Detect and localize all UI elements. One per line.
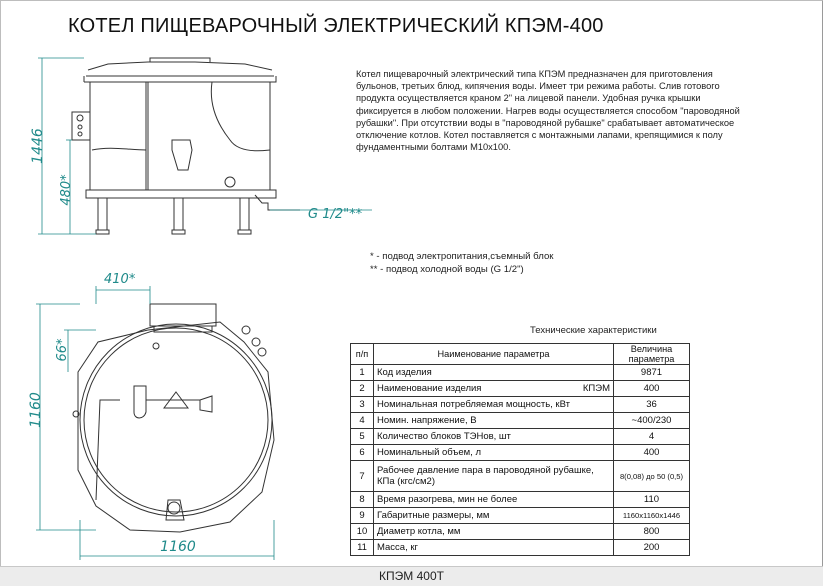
row-name-extra: КПЭМ <box>582 383 610 394</box>
top-view-drawing <box>73 304 274 532</box>
description-text: Котел пищеварочный электрический типа КПЭМ предназначен для приготовления бульонов, третьих блюд, кипячения воды. Имеет три режима работы. Слив готового продукта осуществляется краном 2" на лицевой панели. Удобная ручка крышки фиксируется в любом положении. Нагрев воды осуществляется способом "пароводяной рубашки". При отсутствии воды в "пароводяной рубашке" срабатывает автоматическое отключение котлов. Котел поставляется с монтажными лапами, крепящимися к полу фундаментными болтами М10х100. <box>356 69 740 153</box>
header-num: п/п <box>351 344 374 365</box>
dim-height-inlet: 480* <box>59 174 74 206</box>
note-power: * - подвод электропитания,съемный блок <box>370 251 554 262</box>
table-row <box>351 381 690 397</box>
row-name: Номинальный объем, л <box>374 445 614 461</box>
row-value: 400 <box>614 445 690 461</box>
row-num: 6 <box>351 445 374 461</box>
table-row <box>351 445 690 461</box>
front-view-drawing <box>72 58 300 234</box>
table-row <box>351 413 690 429</box>
dim-side-offset: 66* <box>55 338 70 362</box>
dim-height-total: 1446 <box>30 128 46 164</box>
note-water: ** - подвод холодной воды (G 1/2") <box>370 264 524 275</box>
table-header-row <box>351 344 690 365</box>
row-name: Номинальная потребляемая мощность, кВт <box>374 397 614 413</box>
footer-caption: КПЭМ 400Т <box>379 569 444 583</box>
row-name: Код изделия <box>374 365 614 381</box>
row-num: 10 <box>351 524 374 540</box>
row-value: 1160х1160х1446 <box>614 508 690 524</box>
row-num: 8 <box>351 492 374 508</box>
table-caption: Технические характеристики <box>530 325 657 336</box>
specs-table <box>350 343 690 556</box>
row-name: Время разогрева, мин не более <box>374 492 614 508</box>
top-dimensions <box>36 286 274 560</box>
row-num: 4 <box>351 413 374 429</box>
row-name <box>374 381 614 397</box>
table-row <box>351 429 690 445</box>
table-row <box>351 365 690 381</box>
row-value: 9871 <box>614 365 690 381</box>
dim-top-offset: 410* <box>104 272 136 287</box>
row-value: 4 <box>614 429 690 445</box>
row-name-text: Наименование изделия <box>377 383 482 394</box>
row-name: Габаритные размеры, мм <box>374 508 614 524</box>
row-value: 800 <box>614 524 690 540</box>
row-name: Рабочее давление пара в пароводяной рубашке, КПа (кгс/см2) <box>374 461 614 492</box>
row-name: Количество блоков ТЭНов, шт <box>374 429 614 445</box>
row-num: 9 <box>351 508 374 524</box>
dim-water-inlet: G 1/2"** <box>308 207 363 222</box>
dim-depth: 1160 <box>28 392 44 428</box>
row-value: 8(0,08) до 50 (0,5) <box>614 461 690 492</box>
row-num: 3 <box>351 397 374 413</box>
row-value: ~400/230 <box>614 413 690 429</box>
table-row <box>351 461 690 492</box>
header-name: Наименование параметра <box>374 344 614 365</box>
row-num: 2 <box>351 381 374 397</box>
row-name: Масса, кг <box>374 540 614 556</box>
dim-width: 1160 <box>160 539 196 555</box>
table-row <box>351 540 690 556</box>
row-name: Номин. напряжение, В <box>374 413 614 429</box>
row-value: 400 <box>614 381 690 397</box>
row-num: 5 <box>351 429 374 445</box>
row-value: 36 <box>614 397 690 413</box>
table-row <box>351 397 690 413</box>
row-value: 110 <box>614 492 690 508</box>
row-num: 7 <box>351 461 374 492</box>
header-value: Величина параметра <box>614 344 690 365</box>
table-row <box>351 492 690 508</box>
row-value: 200 <box>614 540 690 556</box>
footer-bar <box>0 566 823 586</box>
table-row <box>351 508 690 524</box>
document-title: КОТЕЛ ПИЩЕВАРОЧНЫЙ ЭЛЕКТРИЧЕСКИЙ КПЭМ-400 <box>68 15 604 37</box>
row-num: 11 <box>351 540 374 556</box>
row-name: Диаметр котла, мм <box>374 524 614 540</box>
notes-block <box>370 250 553 276</box>
row-num: 1 <box>351 365 374 381</box>
table-row <box>351 524 690 540</box>
